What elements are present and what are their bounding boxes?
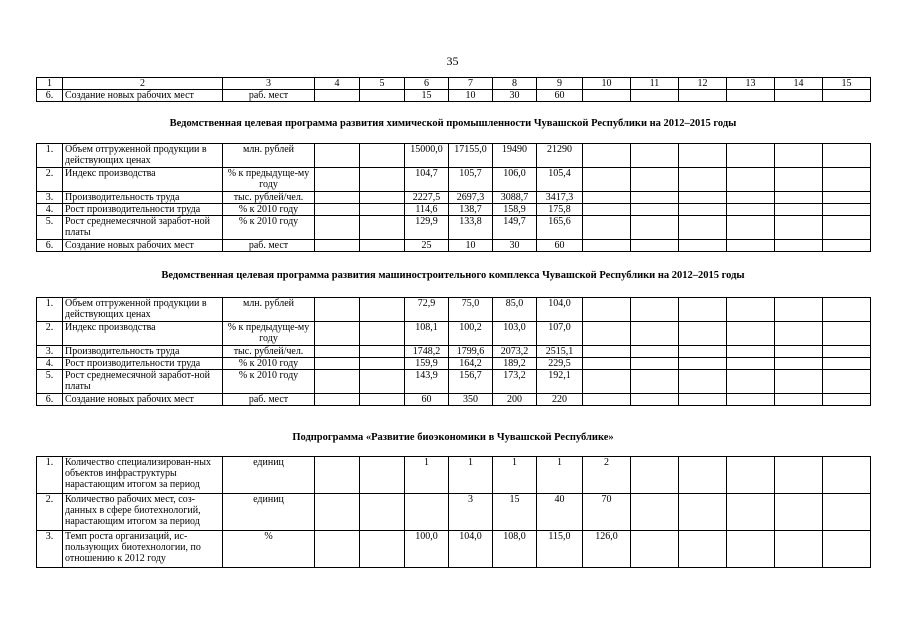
value-cell: 115,0	[537, 531, 583, 568]
value-cell: 175,8	[537, 204, 583, 216]
value-cell: 126,0	[583, 531, 631, 568]
value-cell: 2073,2	[493, 346, 537, 358]
value-cell: 1799,6	[449, 346, 493, 358]
indicator-name: Рост среднемесячной заработ-ной платы	[63, 370, 223, 394]
column-number: 14	[775, 78, 823, 90]
column-number: 15	[823, 78, 871, 90]
section-title: Подпрограмма «Развитие биоэкономики в Чувашской Республике»	[292, 432, 614, 443]
column-number: 4	[315, 78, 360, 90]
table-header	[36, 77, 871, 102]
value-cell: 156,7	[449, 370, 493, 394]
unit: млн. рублей	[223, 298, 315, 322]
value-cell: 200	[493, 394, 537, 406]
table-row	[37, 494, 871, 531]
table-row	[37, 168, 871, 192]
value-cell: 105,4	[537, 168, 583, 192]
value-cell: 138,7	[449, 204, 493, 216]
column-number: 5	[360, 78, 405, 90]
value-cell: 1	[493, 457, 537, 494]
indicator-name: Количество рабочих мест, соз-данных в сфере биотехнологий, нарастающим итогом за период	[63, 494, 223, 531]
value-cell: 1	[537, 457, 583, 494]
row-number: 4.	[37, 204, 63, 216]
column-number: 3	[223, 78, 315, 90]
unit: млн. рублей	[223, 144, 315, 168]
unit: единиц	[223, 457, 315, 494]
indicator-name: Темп роста организаций, ис-пользующих биотехнологии, по отношению к 2012 году	[63, 531, 223, 568]
indicator-name: Создание новых рабочих мест	[63, 90, 223, 102]
column-number: 8	[493, 78, 537, 90]
value-cell: 3	[449, 494, 493, 531]
unit: единиц	[223, 494, 315, 531]
value-cell: 10	[449, 240, 493, 252]
row-number: 6.	[37, 90, 63, 102]
table-row	[37, 322, 871, 346]
value-cell: 192,1	[537, 370, 583, 394]
unit: раб. мест	[223, 394, 315, 406]
unit: раб. мест	[223, 90, 315, 102]
indicator-name: Производительность труда	[63, 346, 223, 358]
value-cell: 104,0	[537, 298, 583, 322]
row-number: 2.	[37, 494, 63, 531]
value-cell: 1	[449, 457, 493, 494]
unit: % к 2010 году	[223, 370, 315, 394]
value-cell: 104,7	[405, 168, 449, 192]
indicator-name: Производительность труда	[63, 192, 223, 204]
row-number: 1.	[37, 144, 63, 168]
value-cell: 30	[493, 90, 537, 102]
value-cell: 220	[537, 394, 583, 406]
table-row	[37, 457, 871, 494]
indicator-name: Рост производительности труда	[63, 358, 223, 370]
table-row	[37, 144, 871, 168]
column-number: 2	[63, 78, 223, 90]
table-bioeconomy	[36, 456, 871, 568]
row-number: 3.	[37, 192, 63, 204]
row-number: 4.	[37, 358, 63, 370]
unit: тыс. рублей/чел.	[223, 192, 315, 204]
section-title: Ведомственная целевая программа развития химической промышленности Чувашской Республики на 2012–2015 годы	[169, 118, 737, 129]
value-cell: 173,2	[493, 370, 537, 394]
value-cell: 129,9	[405, 216, 449, 240]
indicator-name: Создание новых рабочих мест	[63, 394, 223, 406]
value-cell: 60	[537, 90, 583, 102]
column-number: 13	[727, 78, 775, 90]
value-cell: 40	[537, 494, 583, 531]
column-number: 6	[405, 78, 449, 90]
value-cell: 143,9	[405, 370, 449, 394]
table-row	[37, 358, 871, 370]
value-cell: 165,6	[537, 216, 583, 240]
value-cell: 100,2	[449, 322, 493, 346]
value-cell: 158,9	[493, 204, 537, 216]
value-cell: 107,0	[537, 322, 583, 346]
row-number: 2.	[37, 168, 63, 192]
value-cell: 75,0	[449, 298, 493, 322]
column-number: 7	[449, 78, 493, 90]
value-cell: 2227,5	[405, 192, 449, 204]
value-cell: 10	[449, 90, 493, 102]
row-number: 6.	[37, 394, 63, 406]
value-cell: 2	[583, 457, 631, 494]
table-row	[37, 192, 871, 204]
value-cell: 17155,0	[449, 144, 493, 168]
value-cell: 72,9	[405, 298, 449, 322]
value-cell: 3417,3	[537, 192, 583, 204]
value-cell: 104,0	[449, 531, 493, 568]
table-row	[37, 90, 871, 102]
row-number: 1.	[37, 298, 63, 322]
column-number: 12	[679, 78, 727, 90]
value-cell: 229,5	[537, 358, 583, 370]
row-number: 2.	[37, 322, 63, 346]
table-row	[37, 370, 871, 394]
row-number: 6.	[37, 240, 63, 252]
value-cell: 19490	[493, 144, 537, 168]
indicator-name: Рост производительности труда	[63, 204, 223, 216]
value-cell: 3088,7	[493, 192, 537, 204]
value-cell: 2697,3	[449, 192, 493, 204]
column-number: 9	[537, 78, 583, 90]
page-number: 35	[446, 54, 459, 68]
row-number: 1.	[37, 457, 63, 494]
indicator-name: Индекс производства	[63, 322, 223, 346]
unit: % к предыдуще-му году	[223, 168, 315, 192]
value-cell: 189,2	[493, 358, 537, 370]
value-cell: 164,2	[449, 358, 493, 370]
value-cell: 1	[405, 457, 449, 494]
value-cell: 133,8	[449, 216, 493, 240]
value-cell: 25	[405, 240, 449, 252]
value-cell: 106,0	[493, 168, 537, 192]
unit: % к 2010 году	[223, 204, 315, 216]
table-row	[37, 298, 871, 322]
table-row	[37, 394, 871, 406]
value-cell: 15	[405, 90, 449, 102]
value-cell: 103,0	[493, 322, 537, 346]
unit: % к 2010 году	[223, 358, 315, 370]
row-number: 3.	[37, 531, 63, 568]
column-number: 10	[583, 78, 631, 90]
value-cell: 108,0	[493, 531, 537, 568]
value-cell: 108,1	[405, 322, 449, 346]
table-row	[37, 216, 871, 240]
row-number: 5.	[37, 370, 63, 394]
value-cell: 21290	[537, 144, 583, 168]
value-cell: 60	[537, 240, 583, 252]
column-number-row	[37, 78, 871, 90]
column-number: 1	[37, 78, 63, 90]
unit: раб. мест	[223, 240, 315, 252]
value-cell: 70	[583, 494, 631, 531]
value-cell: 15	[493, 494, 537, 531]
value-cell: 15000,0	[405, 144, 449, 168]
value-cell: 149,7	[493, 216, 537, 240]
value-cell: 100,0	[405, 531, 449, 568]
value-cell	[405, 494, 449, 531]
value-cell: 85,0	[493, 298, 537, 322]
value-cell: 1748,2	[405, 346, 449, 358]
value-cell: 159,9	[405, 358, 449, 370]
row-number: 5.	[37, 216, 63, 240]
indicator-name: Объем отгруженной продукции в действующих ценах	[63, 144, 223, 168]
table-row	[37, 531, 871, 568]
table-row	[37, 204, 871, 216]
table-machinery	[36, 297, 871, 406]
indicator-name: Создание новых рабочих мест	[63, 240, 223, 252]
unit: % к предыдуще-му году	[223, 322, 315, 346]
value-cell: 2515,1	[537, 346, 583, 358]
table-chemistry	[36, 143, 871, 252]
table-row	[37, 240, 871, 252]
table-row	[37, 346, 871, 358]
value-cell: 114,6	[405, 204, 449, 216]
value-cell: 30	[493, 240, 537, 252]
unit: тыс. рублей/чел.	[223, 346, 315, 358]
indicator-name: Количество специализирован-ных объектов инфраструктуры нарастающим итогом за период	[63, 457, 223, 494]
value-cell: 105,7	[449, 168, 493, 192]
row-number: 3.	[37, 346, 63, 358]
value-cell: 60	[405, 394, 449, 406]
unit: %	[223, 531, 315, 568]
column-number: 11	[631, 78, 679, 90]
indicator-name: Индекс производства	[63, 168, 223, 192]
indicator-name: Объем отгруженной продукции в действующих ценах	[63, 298, 223, 322]
section-title: Ведомственная целевая программа развития машиностроительного комплекса Чувашской Республики на 2012–2015 годы	[161, 270, 745, 281]
unit: % к 2010 году	[223, 216, 315, 240]
indicator-name: Рост среднемесячной заработ-ной платы	[63, 216, 223, 240]
value-cell: 350	[449, 394, 493, 406]
